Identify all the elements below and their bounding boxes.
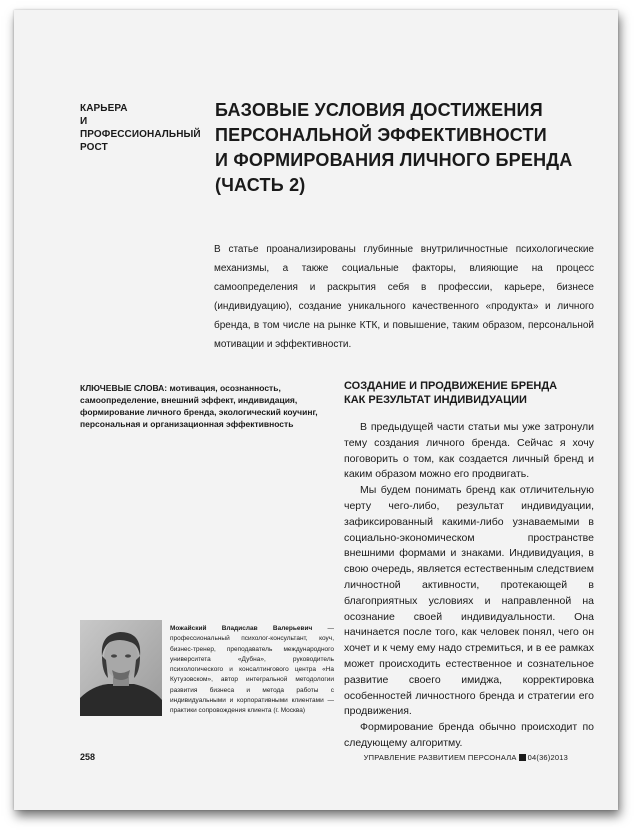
author-info xyxy=(170,624,334,717)
section-heading: СОЗДАНИЕ И ПРОДВИЖЕНИЕ БРЕНДА КАК РЕЗУЛЬТАТ ИНДИВИДУАЦИИ xyxy=(344,380,558,406)
keywords: КЛЮЧЕВЫЕ СЛОВА: мотивация, осознанность, самоопределение, внешний эффект, индивидация, формирование личного бренда, экологический коучинг, персональная и организационная эффективность xyxy=(80,383,318,429)
article-title: БАЗОВЫЕ УСЛОВИЯ ДОСТИЖЕНИЯ ПЕРСОНАЛЬНОЙ ЭФФЕКТИВНОСТИ И ФОРМИРОВАНИЯ ЛИЧНОГО БРЕНДА (ЧАСТЬ 2) xyxy=(215,100,573,195)
page-number: 258 xyxy=(80,752,96,762)
magazine-page xyxy=(14,10,618,810)
journal-footer xyxy=(364,753,568,762)
journal-name: УПРАВЛЕНИЕ РАЗВИТИЕМ ПЕРСОНАЛА xyxy=(363,753,517,762)
paragraph: Формирование бренда обычно происходит по следующему алгоритму. xyxy=(344,721,594,749)
section-label: КАРЬЕРА И ПРОФЕССИОНАЛЬНЫЙ РОСТ xyxy=(80,103,201,153)
journal-issue: 04(36)2013 xyxy=(527,753,568,762)
article-abstract: В статье проанализированы глубинные внутриличностные психологические механизмы, а также социальные факторы, влияющие на процесс самоопределения и раскрытия себя в профессии, карьере, бизнесе (индивидуацию), создание уникального качественного «продукта» и личного бренда, в том числе на рынке КТК, и повышение, таким образом, персональной мотивации и эффективности. xyxy=(214,244,594,350)
paragraph: Мы будем понимать бренд как отличительную черту чего-либо, результат индивидуации, зафиксированный какими-либо узнаваемыми в социально-экономическом пространстве внешними формами и знаками. Индивидуация, в свою очередь, является естественным следствием личностной активности, протекающей в благоприятных условиях и направленной на осознание своей индивидуальности. Она начинается после того, как человек понял, чего он хочет и к чему ему надо стремиться, и в ее рамках может происходить естественное и сознательное развитие своего имиджа, корректировка особенностей личностного бренда и стратегии его продвижения. xyxy=(344,484,594,718)
square-separator-icon xyxy=(519,754,526,761)
author-portrait-image xyxy=(80,620,162,716)
paragraph: В предыдущей части статьи мы уже затронули тему создания личного бренда. Сейчас я хочу поговорить о том, как создается личный бренд и каким образом можно его продвигать. xyxy=(344,421,594,481)
article-body xyxy=(344,420,594,752)
author-bio: — профессиональный психолог-консультант, коуч, бизнес-тренер, преподаватель международного университета «Дубна», руководитель психологического и консалтингового центра «На Кутузовском», автор интегральной методологии развития бизнеса и метода работы с индивидуальными и корпоративными клиентами — практики сопровождения клиента (г. Москва) xyxy=(170,625,334,715)
author-name: Можайский Владислав Валерьевич xyxy=(170,625,313,632)
author-photo xyxy=(80,620,162,716)
